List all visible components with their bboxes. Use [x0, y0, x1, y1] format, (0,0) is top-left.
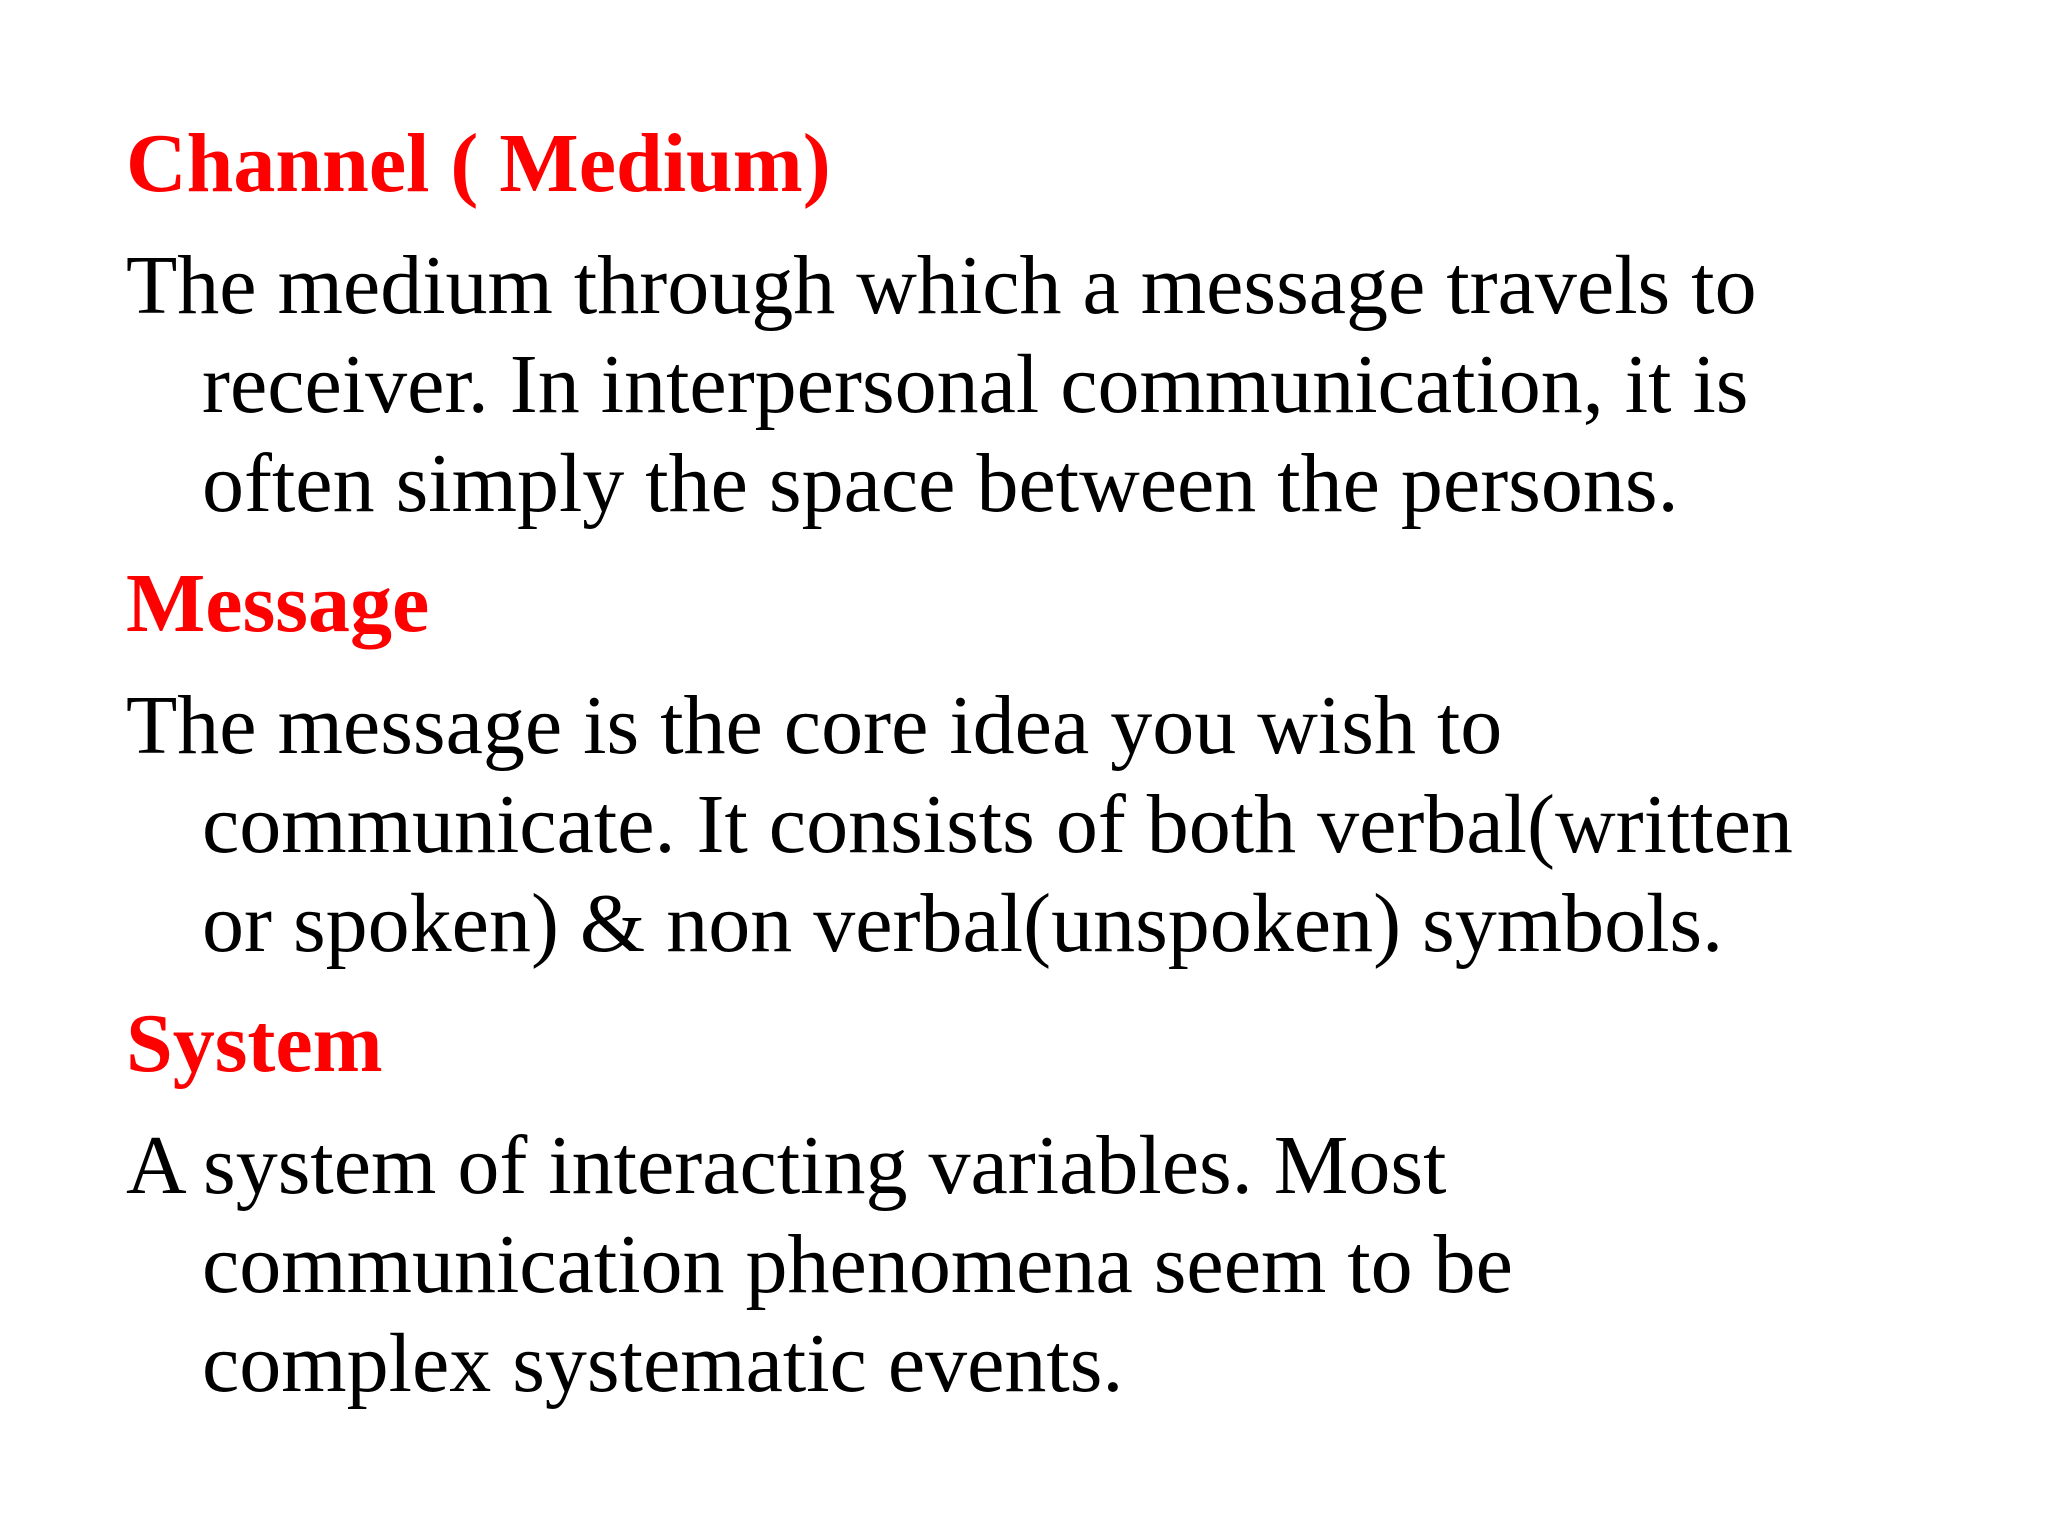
heading-system: System — [126, 997, 383, 1090]
paragraph-system — [126, 1116, 1513, 1413]
paragraph-line: complex systematic events. — [202, 1317, 1124, 1410]
paragraph-channel — [126, 236, 1757, 533]
paragraph-line: A system of interacting variables. Most — [126, 1119, 1447, 1212]
paragraph-line: The medium through which a message travels to — [126, 239, 1757, 332]
paragraph-line: The message is the core idea you wish to — [126, 679, 1503, 772]
heading-message: Message — [126, 557, 430, 650]
paragraph-line: receiver. In interpersonal communication, it is — [202, 338, 1749, 431]
paragraph-line: communication phenomena seem to be — [202, 1218, 1513, 1311]
paragraph-line: or spoken) & non verbal(unspoken) symbols. — [202, 877, 1724, 970]
paragraph-line: often simply the space between the persons. — [202, 437, 1679, 530]
paragraph-line: communicate. It consists of both verbal(written — [202, 778, 1793, 871]
heading-channel: Channel ( Medium) — [126, 117, 831, 210]
paragraph-message — [126, 676, 1793, 973]
